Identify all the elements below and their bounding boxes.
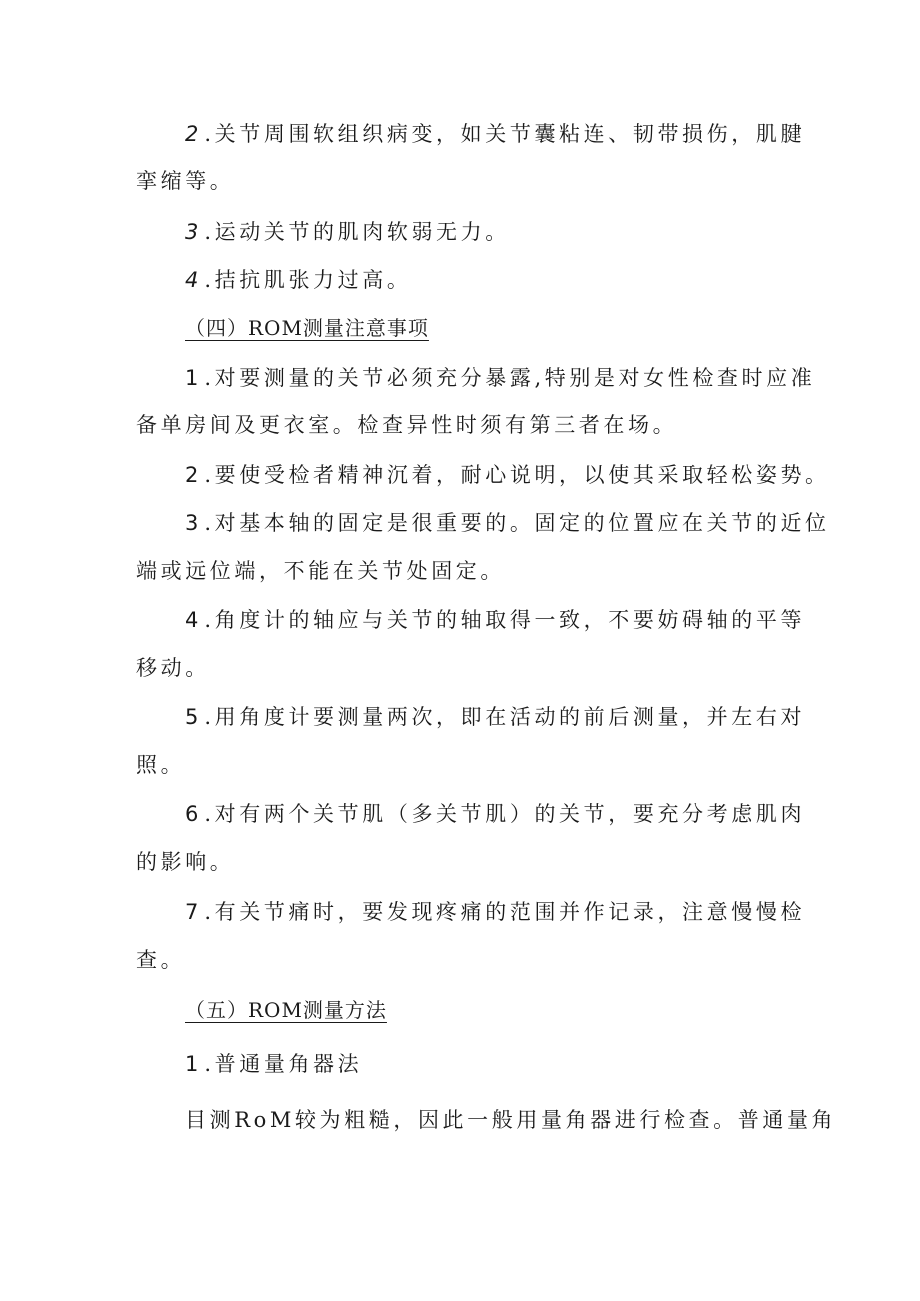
precaution-2: [185, 461, 830, 489]
paragraph-text: .普通量角器法: [204, 1052, 363, 1076]
precaution-3-line-1: [185, 509, 830, 537]
precaution-7-line-2: [136, 946, 185, 974]
precaution-1-line-1: [185, 364, 815, 392]
list-number: 4: [185, 608, 199, 632]
section-heading-rom-methods: （五）ROM测量方法: [185, 998, 387, 1022]
paragraph-text: 照。: [136, 753, 186, 777]
list-number: 7: [185, 900, 199, 924]
paragraph-text: 查。: [136, 948, 186, 972]
paragraph-text: 端或远位端，不能在关节处固定。: [136, 559, 505, 583]
method-1-paragraph-line-1: [185, 1106, 836, 1134]
paragraph-text: 备单房间及更衣室。检查异性时须有第三者在场。: [136, 413, 678, 437]
precaution-3-line-2: [136, 557, 505, 585]
precaution-5-line-2: [136, 751, 185, 779]
list-number: 3: [185, 220, 199, 244]
paragraph-cause-2-line-2: [136, 167, 234, 195]
list-number: 1: [185, 366, 199, 390]
paragraph-text: .关节周围软组织病变，如关节囊粘连、韧带损伤，肌腱: [204, 122, 806, 146]
section-heading-rom-precautions: （四）ROM测量注意事项: [185, 316, 429, 340]
precaution-1-line-2: [136, 411, 677, 439]
precaution-5-line-1: [185, 703, 805, 731]
paragraph-text: .对要测量的关节必须充分暴露,特别是对女性检查时应准: [204, 366, 816, 390]
paragraph-text: .对有两个关节肌（多关节肌）的关节，要充分考虑肌肉: [204, 802, 806, 826]
paragraph-cause-2-line-1: [185, 120, 805, 148]
precaution-4-line-1: [185, 606, 805, 634]
list-number: 6: [185, 802, 199, 826]
paragraph-text: .对基本轴的固定是很重要的。固定的位置应在关节的近位: [204, 511, 830, 535]
list-number: 2: [185, 463, 199, 487]
paragraph-cause-3: [185, 218, 510, 246]
list-number: 2: [185, 122, 199, 146]
list-number: 4: [185, 268, 199, 292]
paragraph-text: .运动关节的肌肉软弱无力。: [204, 220, 510, 244]
paragraph-text: 挛缩等。: [136, 169, 235, 193]
list-number: 5: [185, 705, 199, 729]
list-number: 1: [185, 1052, 199, 1076]
paragraph-text: .用角度计要测量两次，即在活动的前后测量，并左右对: [204, 705, 806, 729]
paragraph-text: 目测RoM较为粗糙，因此一般用量角器进行检查。普通量角: [185, 1108, 837, 1132]
method-1-title: [185, 1050, 362, 1078]
paragraph-text: 的影响。: [136, 850, 235, 874]
paragraph-text: .要使受检者精神沉着，耐心说明，以使其采取轻松姿势。: [204, 463, 830, 487]
list-number: 3: [185, 511, 199, 535]
paragraph-text: 移动。: [136, 656, 210, 680]
paragraph-cause-4: [185, 266, 411, 294]
precaution-6-line-2: [136, 848, 234, 876]
precaution-4-line-2: [136, 654, 210, 682]
precaution-7-line-1: [185, 898, 805, 926]
paragraph-text: .拮抗肌张力过高。: [204, 268, 412, 292]
paragraph-text: .角度计的轴应与关节的轴取得一致，不要妨碍轴的平等: [204, 608, 806, 632]
precaution-6-line-1: [185, 800, 805, 828]
paragraph-text: .有关节痛时，要发现疼痛的范围并作记录，注意慢慢检: [204, 900, 806, 924]
